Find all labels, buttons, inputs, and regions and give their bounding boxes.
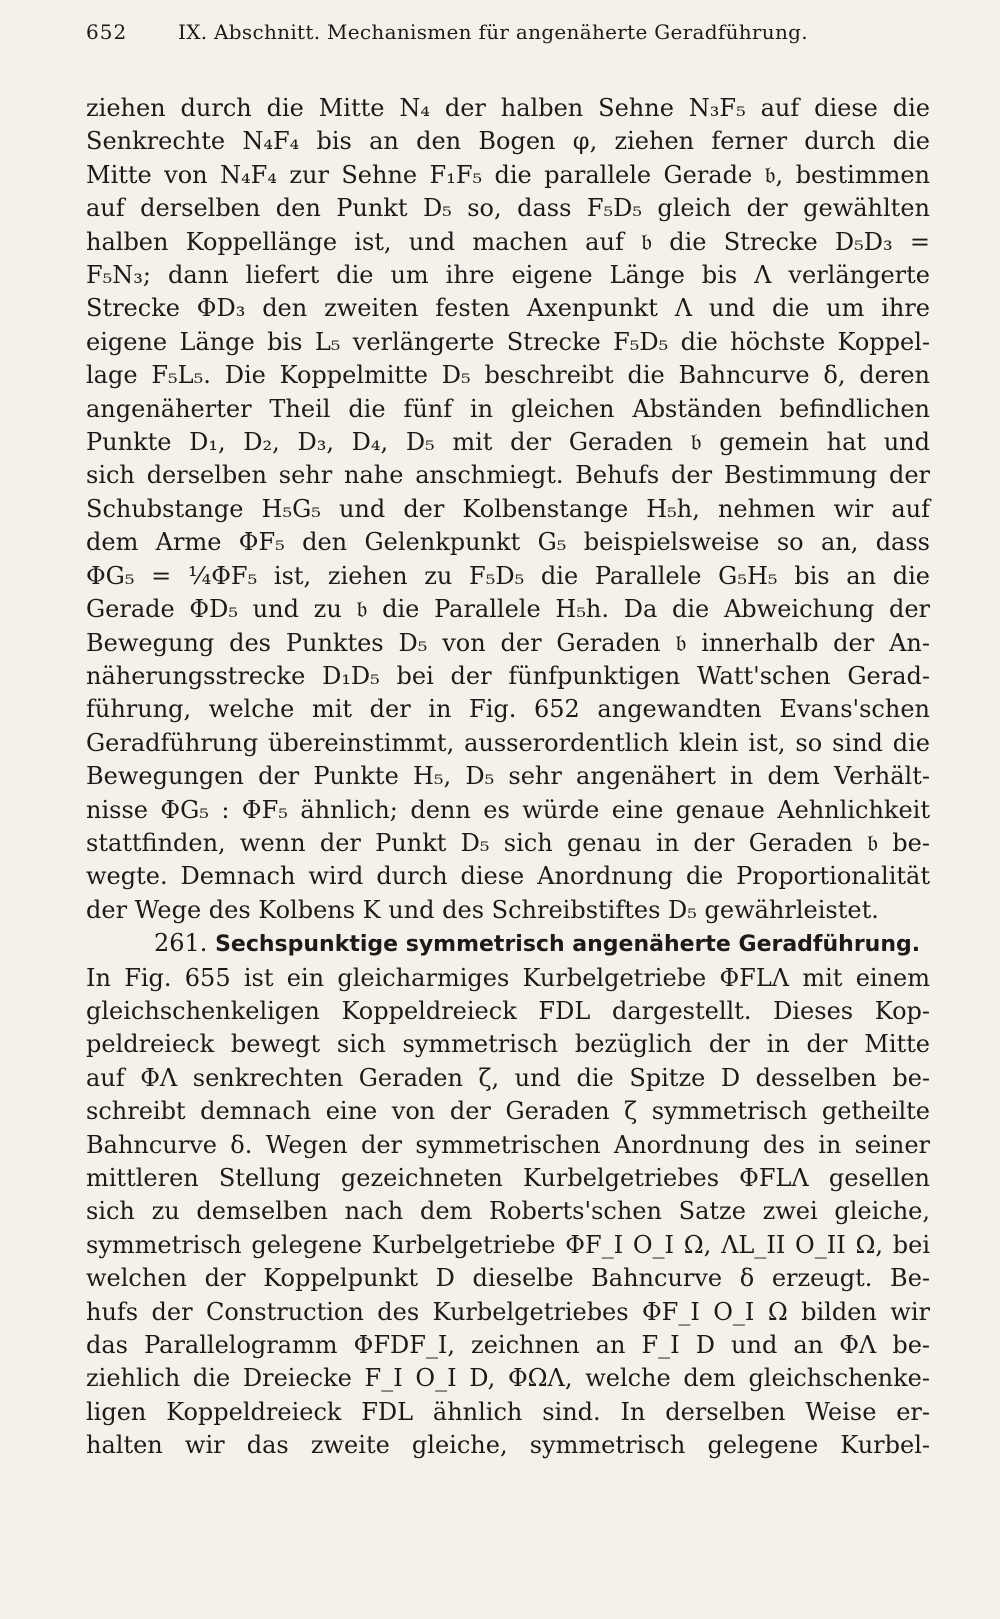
text-line: F₅N₃; dann liefert die um ihre eigene Länge bis Λ verlängerte (86, 261, 930, 290)
section-heading (86, 927, 930, 961)
paragraph-1 (86, 92, 930, 927)
running-title: IX. Abschnitt. Mechanismen für angenäherte Geradführung. (178, 20, 808, 44)
text-line: Schubstange H₅G₅ und der Kolbenstange H₅h, nehmen wir auf (86, 494, 930, 523)
text-line: halben Koppellänge ist, und machen auf 𝔟 die Strecke D₅D₃ = (86, 227, 930, 256)
text-line: näherungsstrecke D₁D₅ bei der fünfpunktigen Watt'schen Gerad- (86, 661, 930, 690)
text-line: dem Arme ΦF₅ den Gelenkpunkt G₅ beispielsweise so an, dass (86, 528, 930, 557)
text-line: stattfinden, wenn der Punkt D₅ sich genau in der Geraden 𝔟 be- (86, 828, 930, 857)
running-head (86, 22, 930, 62)
text-line: schreibt demnach eine von der Geraden ζ symmetrisch getheilte (86, 1097, 930, 1126)
text-line: eigene Länge bis L₅ verlängerte Strecke F₅D₅ die höchste Koppel- (86, 327, 930, 356)
text-line: peldreieck bewegt sich symmetrisch bezüglich der in der Mitte (86, 1030, 930, 1059)
text-line: das Parallelogramm ΦFDF_I, zeichnen an F_I D und an ΦΛ be- (86, 1331, 930, 1360)
text-line: ziehlich die Dreiecke F_I O_I D, ΦΩΛ, welche dem gleichschenke- (86, 1364, 930, 1393)
text-line: symmetrisch gelegene Kurbelgetriebe ΦF_I O_I Ω, ΛL_II O_II Ω, bei (86, 1230, 930, 1259)
text-line: mittleren Stellung gezeichneten Kurbelgetriebes ΦFLΛ gesellen (86, 1164, 930, 1192)
text-line: Bewegungen der Punkte H₅, D₅ sehr angenähert in dem Verhält- (86, 762, 930, 791)
text-line: lage F₅L₅. Die Koppelmitte D₅ beschreibt die Bahncurve δ, deren (86, 361, 930, 390)
text-line: ligen Koppeldreieck FDL ähnlich sind. In derselben Weise er- (86, 1397, 930, 1426)
text-line: ΦG₅ = ¼ΦF₅ ist, ziehen zu F₅D₅ die Parallele G₅H₅ bis an die (86, 561, 930, 590)
text-line: Bahncurve δ. Wegen der symmetrischen Anordnung des in seiner (86, 1130, 930, 1159)
text-line: angenäherter Theil die fünf in gleichen Abständen befindlichen (86, 394, 930, 423)
text-line: sich derselben sehr nahe anschmiegt. Behufs der Bestimmung der (86, 461, 930, 490)
text-line: auf ΦΛ senkrechten Geraden ζ, und die Spitze D desselben be- (86, 1063, 930, 1092)
text-line: Gerade ΦD₅ und zu 𝔟 die Parallele H₅h. Da die Abweichung der (86, 595, 930, 624)
text-line: der Wege des Kolbens K und des Schreibstiftes D₅ gewährleistet. (86, 895, 879, 924)
page-number: 652 (86, 20, 128, 44)
text-line: Mitte von N₄F₄ zur Sehne F₁F₅ die parallele Gerade 𝔟, bestimmen (86, 160, 930, 189)
text-line: führung, welche mit der in Fig. 652 angewandten Evans'schen (86, 695, 930, 724)
text-line: ziehen durch die Mitte N₄ der halben Sehne N₃F₅ auf diese die (86, 94, 930, 122)
text-line: Bewegung des Punktes D₅ von der Geraden 𝔟 innerhalb der An- (86, 628, 930, 657)
text-line: halten wir das zweite gleiche, symmetrisch gelegene Kurbel- (86, 1431, 930, 1460)
text-line: welchen der Koppelpunkt D dieselbe Bahncurve δ erzeugt. Be- (86, 1264, 930, 1293)
text-line: sich zu demselben nach dem Roberts'schen Satze zwei gleiche, (86, 1197, 930, 1226)
text-line: In Fig. 655 ist ein gleicharmiges Kurbelgetriebe ΦFLΛ mit einem (86, 963, 930, 992)
text-line: wegte. Demnach wird durch diese Anordnung die Proportionalität (86, 862, 930, 891)
text-line: Strecke ΦD₃ den zweiten festen Axenpunkt Λ und die um ihre (86, 294, 930, 323)
body-text (86, 92, 930, 1463)
text-line: Senkrechte N₄F₄ bis an den Bogen φ, ziehen ferner durch die (86, 127, 930, 156)
text-line: gleichschenkeligen Koppeldreieck FDL dargestellt. Dieses Kop- (86, 996, 930, 1025)
text-line: hufs der Construction des Kurbelgetriebes ΦF_I O_I Ω bilden wir (86, 1297, 930, 1326)
section-title: Sechspunktige symmetrisch angenäherte Geradführung. (215, 932, 921, 958)
text-line: Geradführung übereinstimmt, ausserordentlich klein ist, so sind die (86, 728, 930, 757)
section-number: 261. (154, 929, 208, 958)
text-line: Punkte D₁, D₂, D₃, D₄, D₅ mit der Geraden 𝔟 gemein hat und (86, 428, 930, 457)
text-line: nisse ΦG₅ : ΦF₅ ähnlich; denn es würde eine genaue Aehnlichkeit (86, 795, 930, 824)
text-line: auf derselben den Punkt D₅ so, dass F₅D₅ gleich der gewählten (86, 194, 930, 223)
paragraph-2 (86, 962, 930, 1463)
